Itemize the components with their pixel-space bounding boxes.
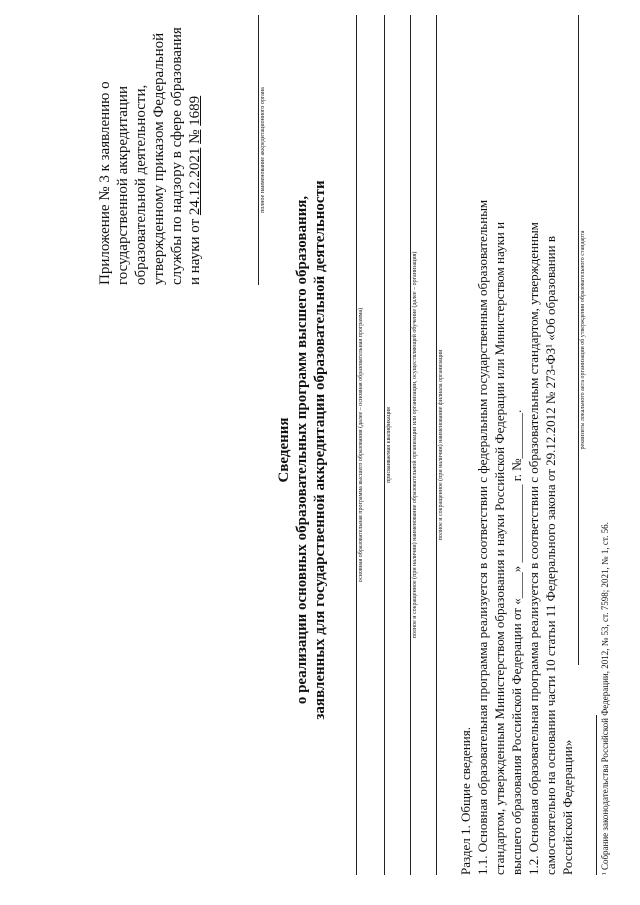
appendix-number: 1689 — [187, 95, 203, 126]
organization-caption: полное и сокращенное (при наличии) наименование образовательной организации или организации, осуществляющей обучение (далее – организация) — [412, 251, 418, 639]
details-line — [578, 15, 579, 665]
appendix-number-sign: № — [187, 129, 203, 144]
paragraph-1-1-line1: 1.1. Основная образовательная программа реализуется в соответствии с федеральным государственным образовательным — [475, 199, 490, 875]
qualification-line — [384, 15, 385, 875]
appendix-date-prefix: и науки от — [187, 218, 203, 285]
appendix-line: службы по надзору в сфере образования — [169, 27, 185, 285]
branch-caption: полное и сокращенное (при наличии) наименование филиала организации — [438, 349, 444, 541]
appendix-line: образовательной деятельности, — [133, 84, 149, 285]
footnote: ¹ Собрание законодательства Российской Федерации, 2012, № 53, ст. 7598; 2021, № 1, ст. 56. — [600, 522, 610, 875]
organization-line — [410, 15, 411, 875]
doc-title-line2: заявленных для государственной аккредитации образовательной деятельности — [312, 180, 328, 720]
section-heading: Раздел 1. Общие сведения. — [458, 727, 473, 875]
appendix-line: утвержденному приказом Федеральной — [151, 32, 167, 285]
appendix-line — [186, 15, 204, 285]
paragraph-1-1-line3: высшего образования Российской Федерации от «____» ____________ г. №_______. — [509, 409, 524, 875]
paragraph-1-1-line2: стандартом, утвержденным Министерством образования и науки Российской Федерации или Министерством науки и — [492, 221, 507, 875]
org-name-caption: полное наименование аккредитационного органа — [260, 87, 266, 213]
paragraph-1-2-line1: 1.2. Основная образовательная программа реализуется в соответствии с образовательным стандартом, утвержденным — [526, 222, 541, 875]
qualification-caption: присваиваемая квалификация — [386, 407, 392, 483]
appendix-line: государственной аккредитации — [115, 86, 131, 285]
doc-title-line1: о реализации основных образовательных программ высшего образования, — [294, 195, 310, 705]
branch-line — [436, 15, 437, 875]
appendix-date: 24.12.2021 — [187, 147, 203, 216]
details-caption: реквизиты локального акта организации об утверждении образовательного стандарта — [580, 230, 586, 450]
program-caption: основная образовательная программа высшего образования (далее – основная образовательная программа) — [358, 307, 364, 583]
program-line — [356, 15, 357, 875]
appendix-note — [96, 15, 204, 285]
rotated-page-content — [18, 15, 618, 885]
paragraph-1-2-line3: Российской Федерации» — [560, 739, 575, 875]
appendix-line: Приложение № 3 к заявлению о — [97, 81, 113, 285]
paragraph-1-2-line2: самостоятельно на основании части 10 статьи 11 Федерального закона от 29.12.2012 № 273-ФЗ¹ «Об образовании в — [543, 236, 558, 875]
doc-title-heading: Сведения — [276, 417, 292, 483]
org-name-line — [258, 15, 259, 285]
footnote-separator — [596, 715, 597, 875]
